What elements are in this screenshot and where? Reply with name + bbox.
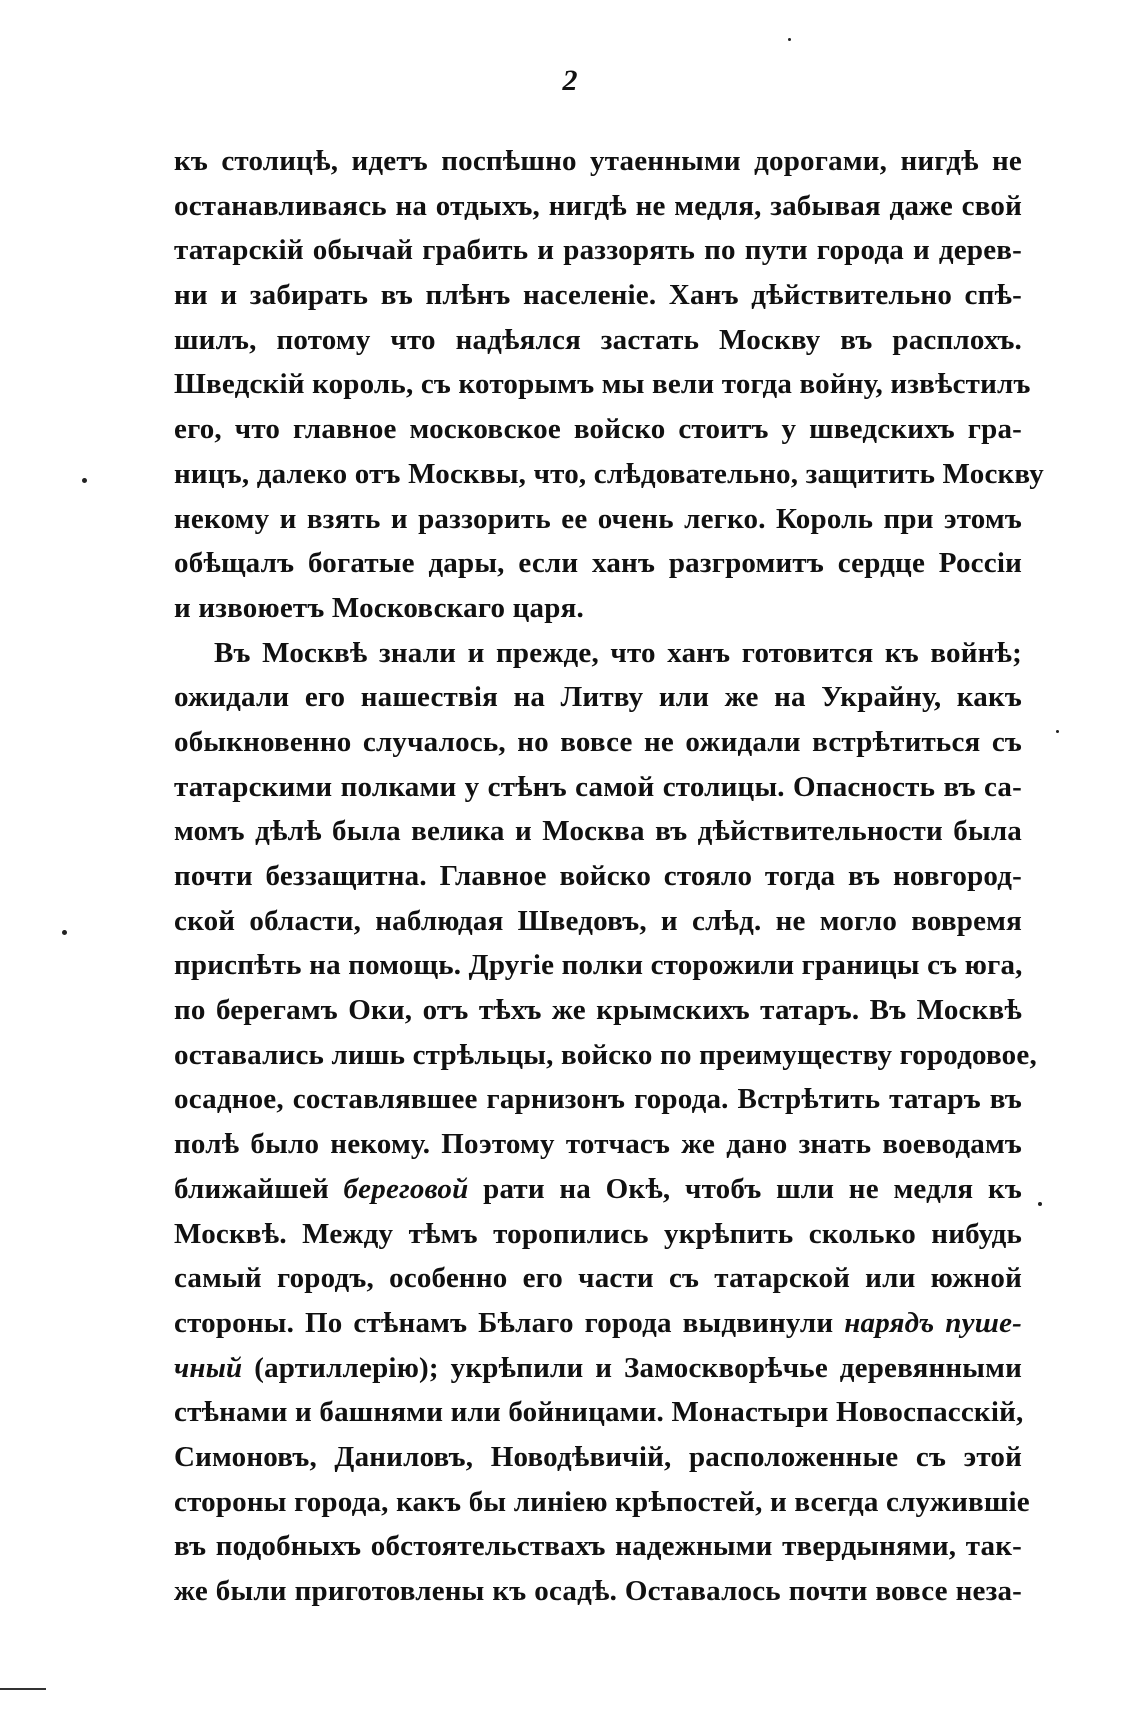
scan-speck [1056,730,1059,733]
scan-speck [62,930,67,935]
body-text [174,139,1044,1614]
text-line: ни и забирать въ плѣнъ населеніе. Ханъ дѣйствительно спѣ- [174,279,1022,312]
text-line-with-italic [174,1346,1022,1391]
italic-term: нарядъ пуше- [844,1306,1022,1339]
text-line: по берегамъ Оки, отъ тѣхъ же крымскихъ татаръ. Въ Москвѣ [174,994,1022,1027]
text-line: ской области, наблюдая Шведовъ, и слѣд. не могло вовремя [174,904,1022,937]
italic-term: чный [174,1351,243,1384]
scan-speck [1038,1202,1042,1206]
text-line: Симоновъ, Даниловъ, Новодѣвичій, расположенные съ этой [174,1440,1022,1473]
paragraph-start-line: Въ Москвѣ знали и прежде, что ханъ готовится къ войнѣ; [214,636,1022,669]
text-line: стѣнами и башнями или бойницами. Монастыри Новоспасскій, [174,1396,1024,1429]
text-line: осадное, составлявшее гарнизонъ города. Встрѣтить татаръ въ [174,1083,1022,1116]
text-line: ницъ, далеко отъ Москвы, что, слѣдовательно, защитить Москву [174,457,1044,490]
text-line: момъ дѣлѣ была велика и Москва въ дѣйствительности была [174,815,1022,848]
text-line: же были приготовлены къ осадѣ. Оставалось почти вовсе неза- [174,1575,1022,1607]
text-line: некому и взять и раззорить ее очень легко. Король при этомъ [174,502,1022,535]
text-span: (артиллерію); укрѣпили и Замоскворѣчье деревянными [254,1351,1022,1384]
text-line: оставались лишь стрѣльцы, войско по преимуществу городовое, [174,1038,1037,1071]
text-line: обѣщалъ богатые дары, если ханъ разгромитъ сердце Россіи [174,547,1022,580]
margin-rule [0,1688,46,1690]
text-line: въ подобныхъ обстоятельствахъ надежными твердынями, так- [174,1530,1022,1563]
text-line: ожидали его нашествія на Литву или же на Украйну, какъ [174,681,1022,714]
text-line: приспѣть на помощь. Другіе полки сторожили границы съ юга, [174,949,1023,982]
text-span: стороны. По стѣнамъ Бѣлаго города выдвинули [174,1306,834,1339]
page-number: 2 [562,64,578,97]
text-line-with-italic [174,1167,1022,1212]
text-line: татарскими полками у стѣнъ самой столицы. Опасность въ са- [174,770,1022,803]
text-line: самый городъ, особенно его части съ татарской или южной [174,1262,1022,1295]
text-line: останавливаясь на отдыхъ, нигдѣ не медля, забывая даже свой [174,189,1022,222]
text-line: татарскій обычай грабить и раззорять по пути города и дерев- [174,234,1022,267]
text-line: Шведскій король, съ которымъ мы вели тогда войну, извѣстилъ [174,368,1031,401]
text-line: шилъ, потому что надѣялся застать Москву въ расплохъ. [174,323,1022,356]
text-line: полѣ было некому. Поэтому тотчасъ же дано знать воеводамъ [174,1128,1022,1161]
text-line-with-italic [174,1301,1022,1346]
italic-term: береговой [343,1172,469,1205]
scan-speck [788,38,791,41]
text-span: ближайшей [174,1172,329,1205]
text-line: къ столицѣ, идетъ поспѣшно утаенными дорогами, нигдѣ не [174,145,1022,177]
text-line: стороны города, какъ бы линіею крѣпостей, и всегда служившіе [174,1485,1030,1518]
text-span: рати на Окѣ, чтобъ шли не медля къ [483,1172,1022,1205]
text-line: его, что главное московское войско стоитъ у шведскихъ гра- [174,413,1022,446]
text-line: почти беззащитна. Главное войско стояло тогда въ новгород- [174,860,1022,892]
paragraph-end-line: и извоюетъ Московскаго царя. [174,591,584,624]
text-line: обыкновенно случалось, но вовсе не ожидали встрѣтиться съ [174,725,1022,758]
text-line: Москвѣ. Между тѣмъ торопились укрѣпить сколько нибудь [174,1217,1022,1250]
scan-speck [82,478,87,483]
